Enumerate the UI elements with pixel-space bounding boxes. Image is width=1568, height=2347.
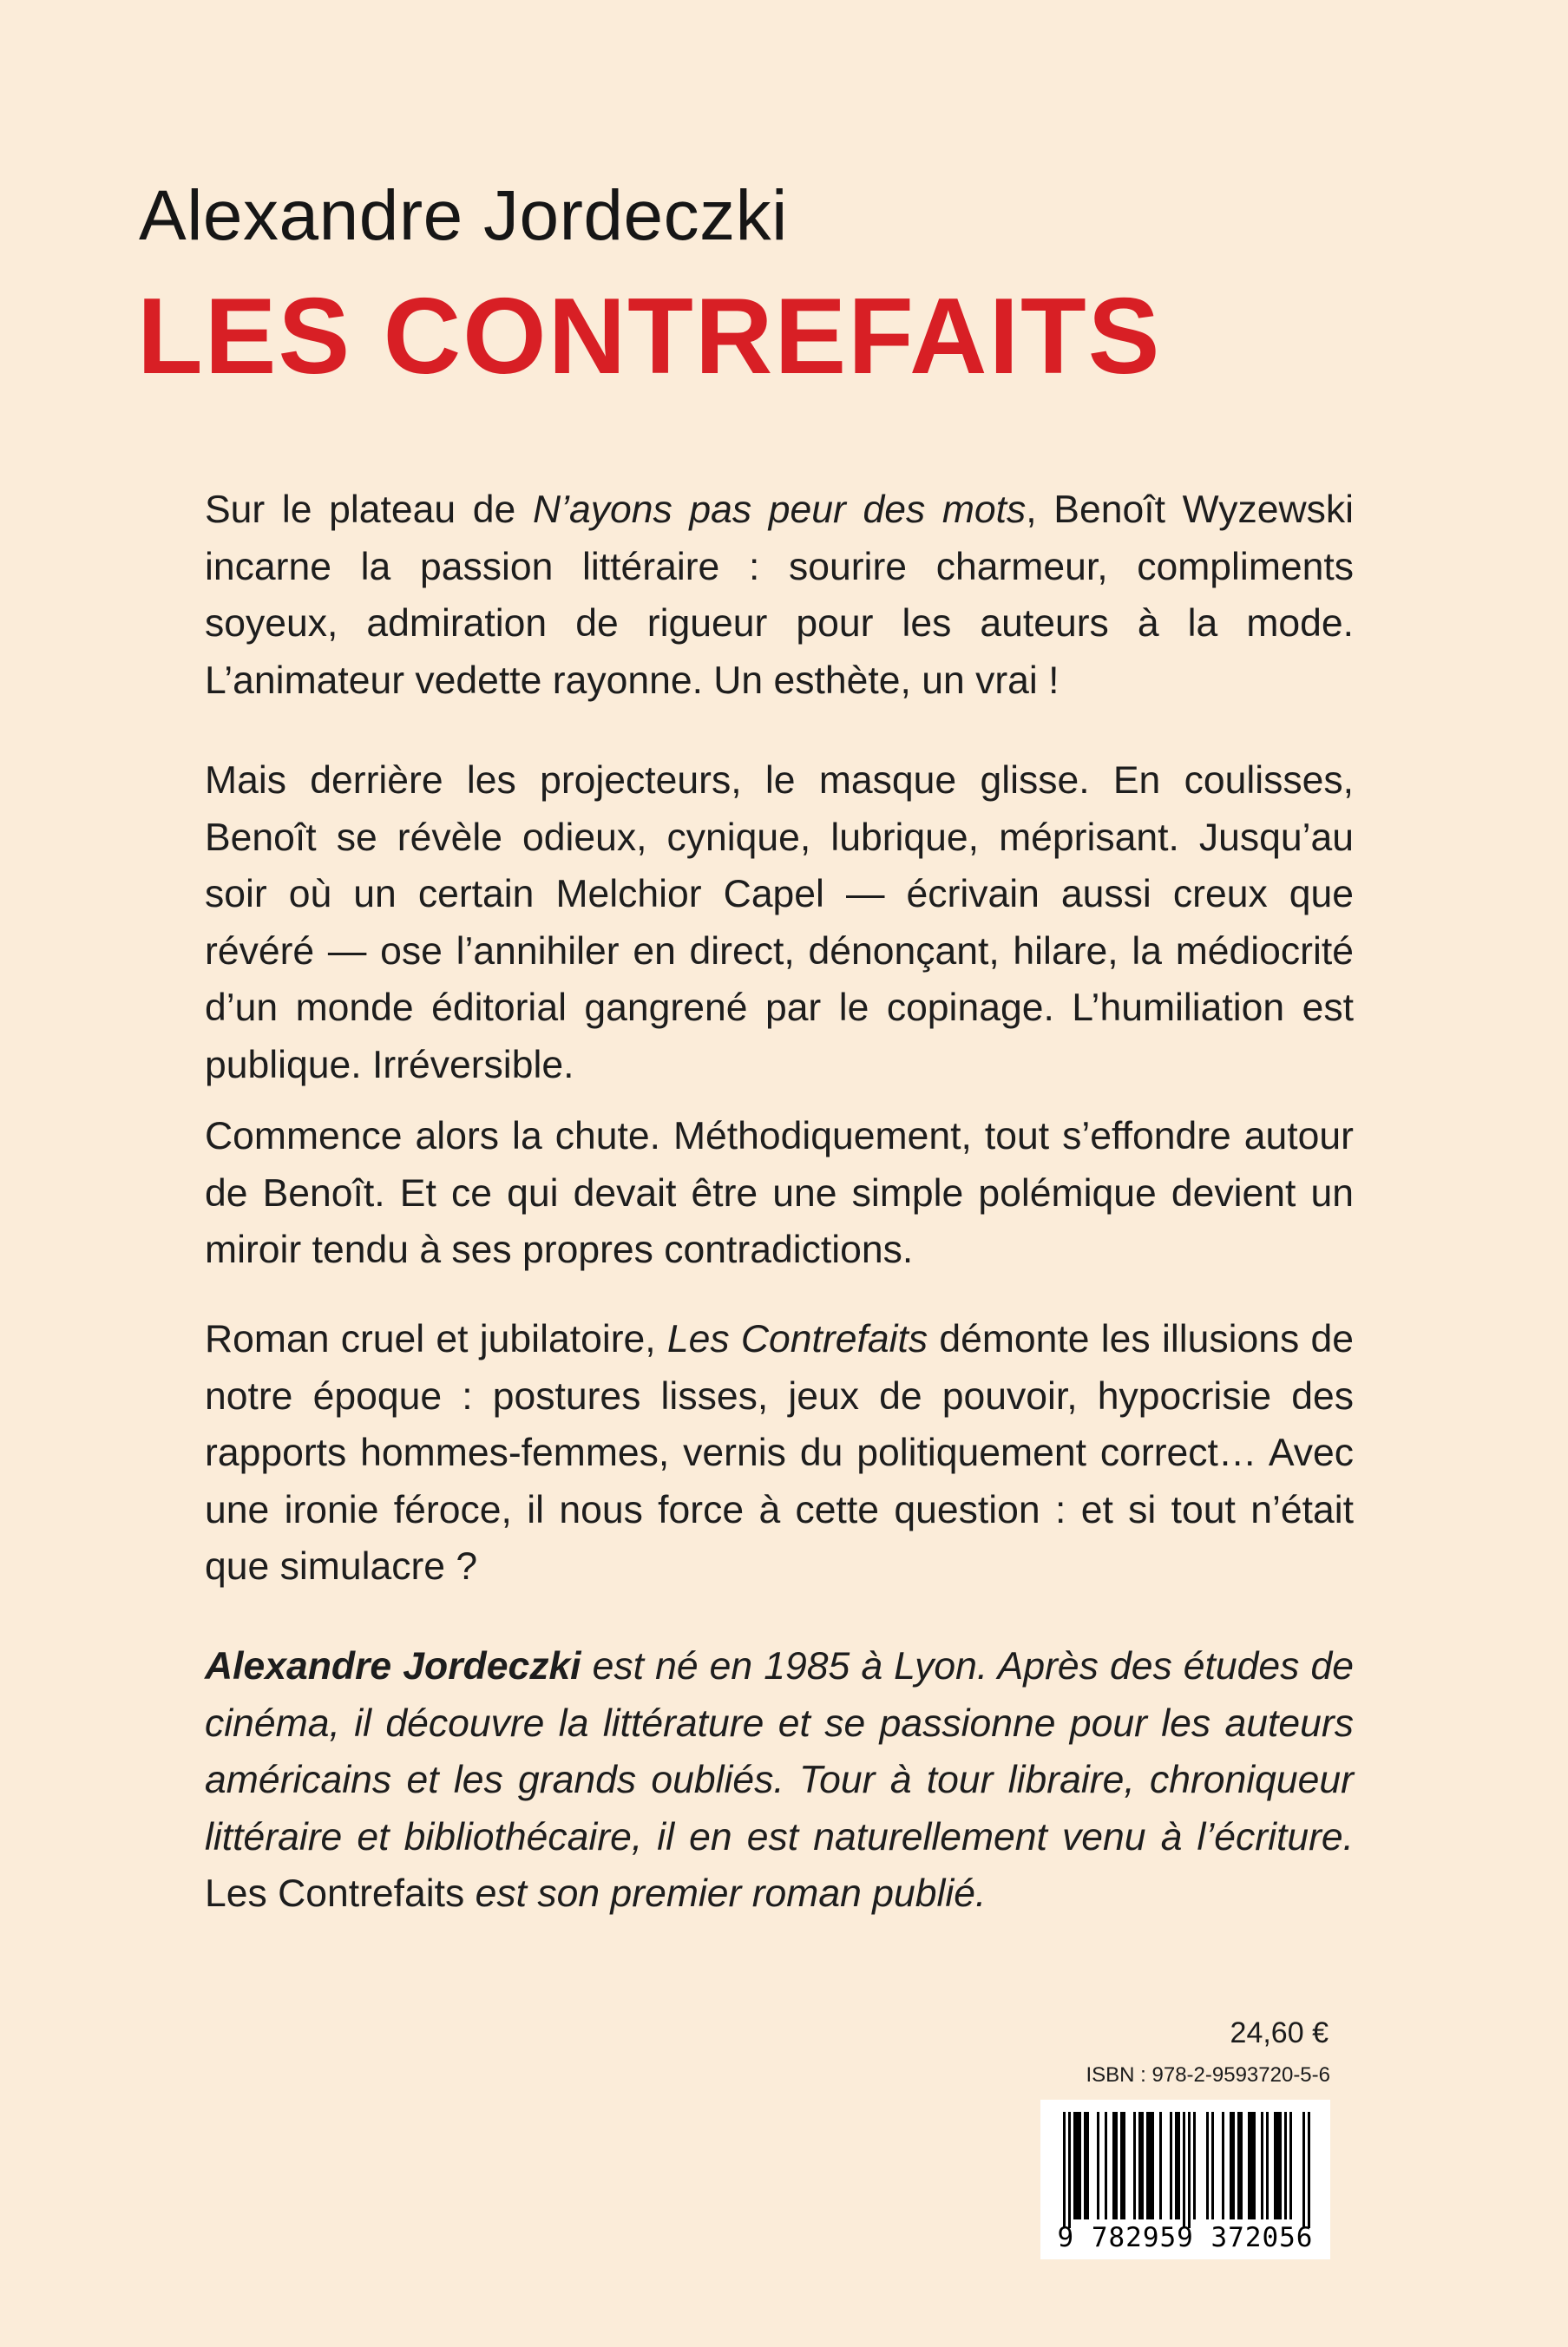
barcode-bar: [1276, 2112, 1279, 2219]
blurb-p3-text: Commence alors la chute. Méthodiquement, tout s’effondre autour de Benoît. Et ce qui devait être une simple polémique devient un miroir tendu à ses propres contradictions.: [205, 1115, 1354, 1271]
barcode-bar: [1266, 2112, 1269, 2219]
barcode-bar: [1302, 2112, 1305, 2228]
bio-text-2: est son premier roman publié.: [464, 1872, 987, 1915]
barcode-bar: [1084, 2112, 1086, 2219]
isbn: ISBN : 978-2-9593720-5-6: [1086, 2063, 1330, 2087]
barcode-bar: [1086, 2112, 1089, 2219]
blurb-p1-rest: , Benoît Wyzewski incarne la passion littéraire : sourire charmeur, compliments soyeux, admiration de rigueur pour les auteurs à la mode. L’animateur vedette rayonne. Un esthète, un vrai !: [205, 488, 1354, 702]
author-name: Alexandre Jordeczki: [139, 176, 788, 255]
barcode-bar: [1141, 2112, 1144, 2219]
bio-author-name: Alexandre Jordeczki: [205, 1645, 581, 1688]
barcode-bar: [1193, 2112, 1196, 2219]
blurb-book-title: Les Contrefaits: [666, 1318, 928, 1360]
barcode-bar: [1159, 2112, 1162, 2219]
barcode-bar: [1097, 2112, 1099, 2219]
barcode-bar: [1232, 2112, 1235, 2219]
barcode-bar: [1112, 2112, 1115, 2219]
barcode-bar: [1178, 2112, 1180, 2219]
barcode-bar: [1183, 2112, 1185, 2228]
barcode-bar: [1250, 2112, 1253, 2219]
barcode-bar: [1170, 2112, 1172, 2219]
barcode-bar: [1274, 2112, 1276, 2219]
bio-text-1: est né en 1985 à Lyon. Après des études de cinéma, il découvre la littérature et se passionne pour les auteurs américains et les grands oubliés. Tour à tour libraire, chroniqueur littéraire et bibliothécaire, il en est naturellement venu à l’écriture.: [205, 1645, 1354, 1859]
tv-show-title: N’ayons pas peur des mots: [532, 488, 1027, 531]
barcode-bar: [1279, 2112, 1282, 2219]
barcode-bar: [1123, 2112, 1125, 2219]
barcode-bar: [1115, 2112, 1118, 2219]
barcode-bar: [1222, 2112, 1224, 2219]
barcode-bar: [1105, 2112, 1107, 2219]
barcode-bar: [1206, 2112, 1209, 2219]
barcode-bar: [1230, 2112, 1232, 2219]
barcode-bar: [1188, 2112, 1191, 2228]
price: 24,60 €: [1230, 2016, 1329, 2049]
barcode-bar: [1068, 2112, 1071, 2228]
barcode-bar: [1149, 2112, 1151, 2219]
barcode-bar: [1237, 2112, 1240, 2219]
blurb-paragraph-4: [205, 1311, 1354, 1596]
book-title: LES CONTREFAITS: [137, 277, 1162, 397]
barcode-bar: [1120, 2112, 1123, 2219]
barcode-bar: [1240, 2112, 1243, 2219]
bio-book-title: Les Contrefaits: [205, 1872, 465, 1915]
barcode-bar: [1138, 2112, 1141, 2219]
author-bio: [205, 1638, 1354, 1923]
blurb-p2-text: Mais derrière les projecteurs, le masque glisse. En coulisses, Benoît se révèle odieux, cynique, lubrique, méprisant. Jusqu’au soir où un certain Melchior Capel — écrivain aussi creux que révéré — ose l’annihiler en direct, dénonçant, hilare, la médiocrité d’un monde éditorial gangrené par le copinage. L’humiliation est publique. Irréversible.: [205, 759, 1354, 1086]
barcode-bar: [1248, 2112, 1250, 2219]
barcode-bar: [1063, 2112, 1066, 2228]
barcode-bar: [1133, 2112, 1136, 2219]
barcode-bar: [1211, 2112, 1214, 2219]
barcode-bar: [1146, 2112, 1149, 2219]
blurb-p1-intro: Sur le plateau de: [205, 488, 533, 531]
barcode-bar: [1079, 2112, 1081, 2219]
barcode-bar: [1308, 2112, 1310, 2228]
barcode-bar: [1261, 2112, 1263, 2219]
barcode-digits: 9 782959 372056: [1057, 2222, 1314, 2253]
blurb-paragraph-2: [205, 752, 1354, 1093]
blurb-paragraph-1: [205, 482, 1354, 709]
barcode-bar: [1289, 2112, 1292, 2219]
barcode-bar: [1151, 2112, 1154, 2219]
barcode-bar: [1284, 2112, 1287, 2219]
blurb-p4-intro: Roman cruel et jubilatoire,: [205, 1318, 667, 1360]
barcode-bar: [1253, 2112, 1256, 2219]
blurb-paragraph-3: [205, 1108, 1354, 1279]
barcode-bar: [1073, 2112, 1076, 2219]
barcode: [1040, 2100, 1330, 2259]
blurb-p4-rest: démonte les illusions de notre époque : postures lisses, jeux de pouvoir, hypocrisie des rapports hommes-femmes, vernis du politiquement correct… Avec une ironie féroce, il nous force à cette question : et si tout n’était que simulacre ?: [205, 1318, 1354, 1588]
barcode-bar: [1175, 2112, 1178, 2219]
barcode-bar: [1076, 2112, 1079, 2219]
